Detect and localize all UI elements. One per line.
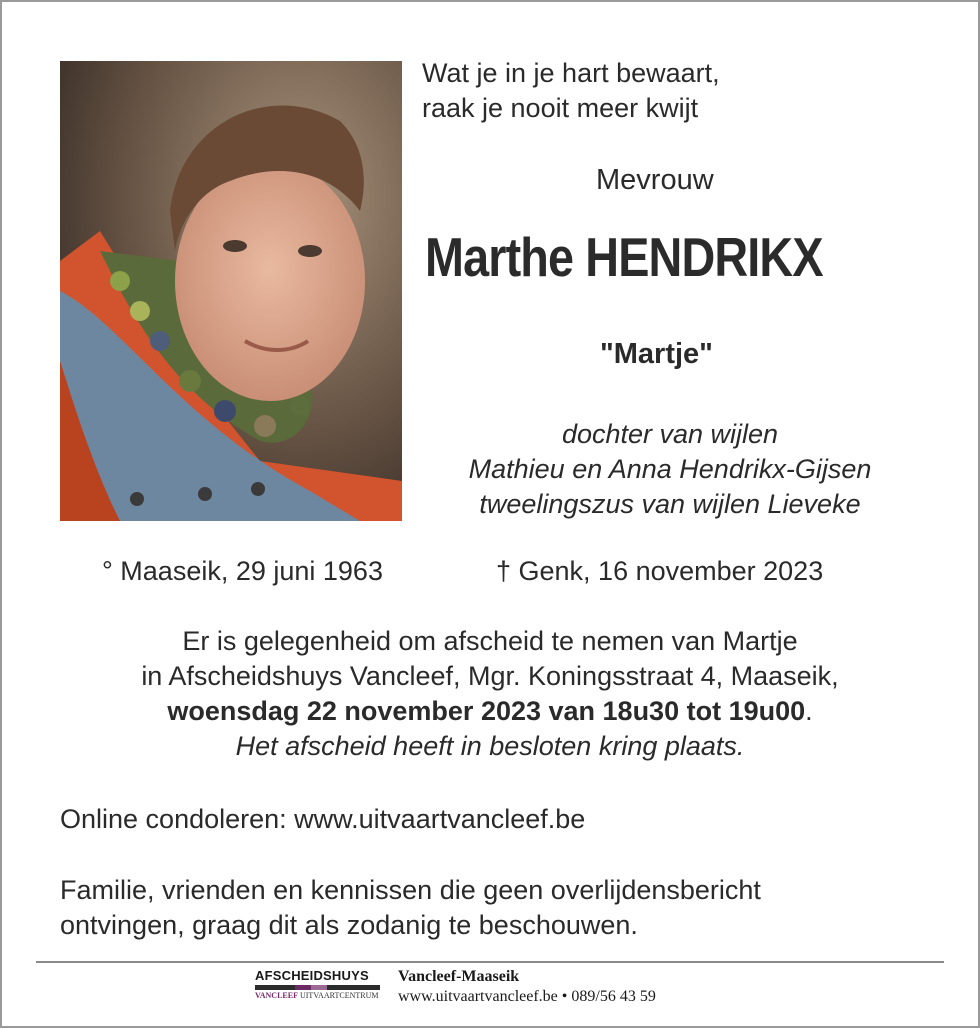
- family-line-3: tweelingszus van wijlen Lieveke: [479, 489, 861, 519]
- nickname: "Martje": [600, 338, 713, 370]
- contact-line: www.uitvaartvancleef.be • 089/56 43 59: [398, 988, 656, 1005]
- footer-divider: [36, 961, 944, 963]
- logo-sub-left: VANCLEEF: [255, 991, 298, 1000]
- logo-sub-right: UITVAARTCENTRUM: [299, 991, 379, 1000]
- birth-date: ° Maaseik, 29 juni 1963: [102, 556, 383, 586]
- funeral-home-logo: [255, 968, 380, 1000]
- portrait-illustration: [60, 61, 402, 521]
- notice: [60, 873, 761, 943]
- family-line-1: dochter van wijlen: [561, 419, 779, 449]
- online-condolence: Online condoleren: www.uitvaartvancleef.be: [60, 804, 586, 834]
- footer-contact: [398, 968, 656, 1006]
- family-line-2: Mathieu en Anna Hendrikx-Gijsen: [468, 454, 872, 484]
- logo-color-bar: [255, 985, 380, 990]
- motto-line-2: raak je nooit meer kwijt: [422, 93, 699, 123]
- death-date: † Genk, 16 november 2023: [496, 556, 824, 586]
- farewell-period: .: [805, 696, 813, 726]
- family-relations: [420, 417, 920, 522]
- logo-subtitle: [255, 991, 380, 1000]
- farewell-line-3: [0, 694, 980, 729]
- portrait-photo: [60, 61, 402, 521]
- farewell-line-1: Er is gelegenheid om afscheid te nemen van Martje: [182, 626, 798, 656]
- farewell-line-4: Het afscheid heeft in besloten kring plaats.: [235, 731, 745, 761]
- farewell-line-2: in Afscheidshuys Vancleef, Mgr. Koningsstraat 4, Maaseik,: [141, 661, 839, 691]
- notice-line-2: ontvingen, graag dit als zodanig te beschouwen.: [60, 910, 638, 940]
- life-dates: [102, 556, 824, 587]
- farewell-date-time: woensdag 22 november 2023 van 18u30 tot 19u00: [167, 696, 806, 726]
- notice-line-1: Familie, vrienden en kennissen die geen overlijdensbericht: [60, 875, 761, 905]
- logo-brand: AFSCHEIDSHUYS: [255, 968, 369, 983]
- deceased-name: Marthe HENDRIKX: [425, 226, 823, 288]
- honorific: Mevrouw: [596, 164, 714, 196]
- motto: [422, 56, 720, 126]
- motto-line-1: Wat je in je hart bewaart,: [422, 58, 720, 88]
- company-name: Vancleef-Maaseik: [398, 968, 520, 985]
- farewell-info: [0, 624, 980, 764]
